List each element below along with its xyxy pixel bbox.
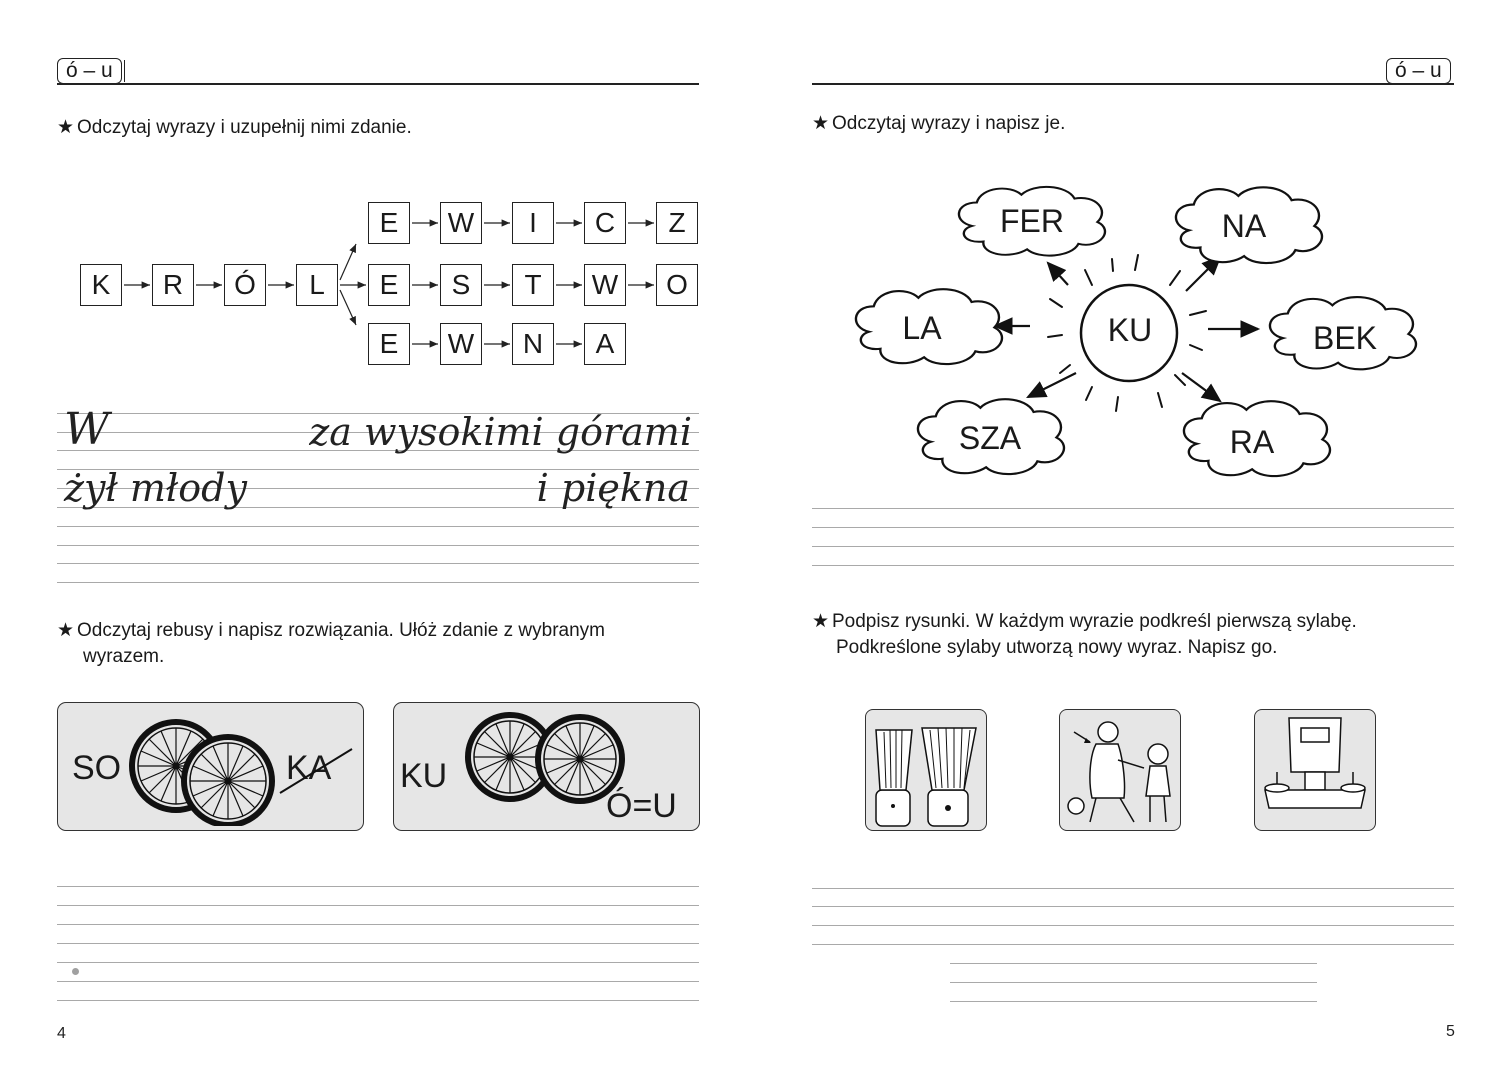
writing-line [812,906,1454,907]
letter-box: L [296,264,338,306]
star-icon: ★ [812,113,830,134]
rebus-text: KU [400,757,448,795]
sun-center-syllable: KU [1107,312,1153,348]
writing-line [57,1000,699,1001]
right-task2-instruction: ★ Podpisz rysunki. W każdym wyrazie podkreśl pierwszą sylabę. Podkreślone sylaby utworzą nowy wyraz. Napisz go. [812,611,1357,658]
writing-line [812,527,1454,528]
strike-through-mark [276,743,356,799]
writing-line [812,888,1454,889]
doctor-with-boy-picture [1059,709,1181,831]
cursive-text: żył młody [64,466,247,510]
bullet-dot-icon [72,968,79,975]
writing-line [57,924,699,925]
writing-line [57,563,699,564]
writing-line [57,545,699,546]
cloud-syllable: FER [1000,203,1064,239]
cloud-syllable: SZA [958,420,1022,456]
left-task1-instruction: ★ Odczytaj wyrazy i uzupełnij nimi zdanie. [57,115,412,141]
writing-line [57,962,699,963]
star-icon: ★ [812,611,830,632]
writing-line [950,963,1317,964]
rebus-text: SO [72,749,122,787]
letter-box: W [440,202,482,244]
letter-box: N [512,323,554,365]
right-page-number: 5 [1446,1023,1455,1040]
letter-box: R [152,264,194,306]
cloud-syllable: RA [1229,424,1275,460]
cloud-syllable: NA [1221,208,1267,244]
letter-box: S [440,264,482,306]
writing-line [57,526,699,527]
right-task1-instruction: ★ Odczytaj wyrazy i napisz je. [812,111,1065,137]
letter-box: K [80,264,122,306]
letter-box: E [368,202,410,244]
letter-box: A [584,323,626,365]
letter-box: E [368,264,410,306]
cursive-text: W [64,404,110,455]
writing-line [812,944,1454,945]
letter-box: Z [656,202,698,244]
letter-box: E [368,323,410,365]
scale-picture [1254,709,1376,831]
letter-box: Ó [224,264,266,306]
doctor-icon [1060,710,1180,830]
letter-box: T [512,264,554,306]
cloud-syllable: BEK [1312,320,1378,356]
writing-line [812,508,1454,509]
right-topic-tag: ó – u [1386,58,1451,84]
letter-box: I [512,202,554,244]
right-header-rule [812,83,1454,85]
cursive-text: i piękna [536,466,690,510]
rebus-panel-2 [393,702,700,831]
rebus-text: Ó=U [606,787,677,825]
rebus-panel-1 [57,702,364,831]
letter-box: C [584,202,626,244]
letter-box: W [440,323,482,365]
writing-line [57,582,699,583]
left-topic-tag: ó – u [57,58,122,84]
scale-icon [1255,710,1375,830]
letter-box: O [656,264,698,306]
writing-line [57,943,699,944]
cloud-syllable: LA [902,310,942,346]
letter-box: W [584,264,626,306]
writing-line [57,905,699,906]
writing-line [812,925,1454,926]
rebus-text: KA [286,749,332,787]
crayons-icon [866,710,986,830]
cursive-text: za wysokimi górami [309,410,692,454]
writing-line [950,1001,1317,1002]
writing-line [812,565,1454,566]
writing-line [57,886,699,887]
crayons-in-sharpener-picture [865,709,987,831]
writing-line [812,546,1454,547]
left-page-number: 4 [57,1025,66,1042]
star-icon: ★ [57,620,75,641]
writing-line [57,981,699,982]
left-task2-instruction: ★ Odczytaj rebusy i napisz rozwiązania. Ułóż zdanie z wybranym wyrazem. [57,620,605,667]
star-icon: ★ [57,117,75,138]
writing-line [950,982,1317,983]
